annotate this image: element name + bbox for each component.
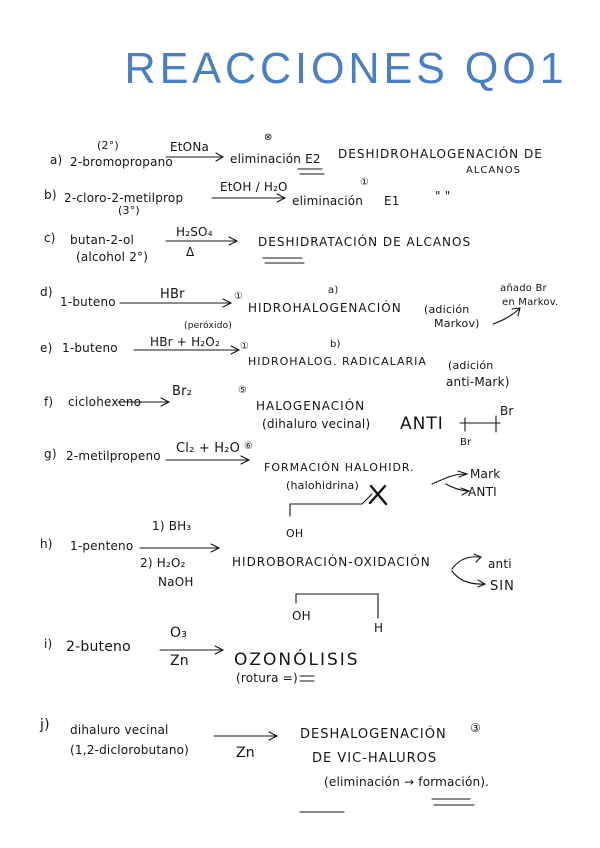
- reaction-e-reagent: HBr + H₂O₂: [150, 335, 220, 349]
- reaction-f-name: HALOGENACIÓN: [256, 399, 366, 413]
- reaction-j-result: (eliminación → formación).: [324, 775, 490, 789]
- reaction-g-letter: g): [44, 447, 57, 461]
- reaction-h-out-1: anti: [488, 557, 512, 571]
- reaction-g-reagent: Cl₂ + H₂O: [176, 441, 241, 456]
- reaction-i-reagent-top: O₃: [170, 625, 188, 641]
- reaction-g-mark: ⑥: [244, 441, 254, 452]
- reaction-e-note-1: (adición: [448, 359, 494, 372]
- reaction-h-reactant: 1-penteno: [70, 539, 134, 553]
- underline-c: [263, 258, 304, 263]
- reaction-d-note-1: (adición: [424, 303, 470, 316]
- reaction-e-reagent-note: (peróxido): [184, 321, 233, 331]
- reaction-e-reactant: 1-buteno: [62, 341, 118, 355]
- reaction-f-br-top: Br: [500, 404, 514, 418]
- reaction-h-name: HIDROBORACIÓN-OXIDACIÓN: [232, 555, 431, 569]
- reaction-d-mark: ①: [234, 291, 244, 302]
- reaction-c-reagent: H₂SO₄: [176, 225, 213, 239]
- reaction-e-sub: b): [330, 339, 341, 350]
- underline-j: [432, 799, 474, 805]
- equal-i: [300, 676, 314, 681]
- reaction-f-letter: f): [44, 395, 54, 409]
- reaction-a-name-2: ALCANOS: [466, 165, 521, 176]
- reaction-c-name: DESHIDRATACIÓN DE ALCANOS: [258, 235, 472, 249]
- reaction-h-out-2: SIN: [490, 579, 515, 594]
- reaction-g-struct-oh: OH: [286, 527, 304, 540]
- reaction-b-mechanism: eliminación: [292, 194, 364, 208]
- reaction-d-sub: a): [328, 285, 339, 296]
- reaction-d-reagent: HBr: [160, 287, 185, 302]
- struct-g: [290, 494, 372, 516]
- reaction-i-name: OZONÓLISIS: [234, 650, 360, 670]
- reaction-d-reactant: 1-buteno: [60, 295, 116, 309]
- reaction-c-reactant: butan-2-ol: [70, 233, 135, 247]
- reaction-h-struct-h: H: [374, 621, 384, 635]
- page-title: REACCIONES QO1: [124, 44, 568, 93]
- reaction-g-note: (halohidrina): [286, 479, 359, 492]
- reaction-e-note-2: anti-Mark): [446, 375, 510, 389]
- reaction-c-letter: c): [44, 231, 56, 245]
- reaction-f-tag: ANTI: [400, 414, 444, 434]
- reaction-g-reactant: 2-metilpropeno: [66, 449, 161, 463]
- reaction-j-mark: ③: [470, 721, 481, 735]
- arrows-g: [432, 471, 469, 495]
- reaction-d-side-2: en Markov.: [502, 297, 559, 308]
- reaction-h-reagent-1: 1) BH₃: [152, 519, 192, 533]
- reaction-a-mark: ⊗: [264, 132, 273, 143]
- reaction-j-name-2: DE VIC-HALUROS: [312, 751, 438, 766]
- arrow-side-d: [493, 308, 520, 324]
- reaction-i-reagent-bottom: Zn: [170, 653, 189, 669]
- arrow-b: [212, 194, 285, 202]
- reaction-g-out-2: ANTI: [468, 485, 497, 499]
- reaction-b-e1: E1: [384, 194, 400, 208]
- reaction-h-reagent-3: NaOH: [158, 575, 194, 589]
- reaction-b-letter: b): [44, 188, 57, 202]
- reaction-e-name: HIDROHALOG. RADICALARIA: [248, 355, 427, 368]
- reaction-e-letter: e): [40, 341, 53, 355]
- reaction-c-delta: Δ: [186, 245, 195, 259]
- arrow-g: [166, 456, 249, 464]
- reaction-g-out-1: Mark: [470, 467, 501, 481]
- reaction-f-reagent: Br₂: [172, 384, 193, 399]
- reaction-a-reactant: 2-bromopropano: [70, 155, 173, 169]
- reaction-b-reagent: EtOH / H₂O: [220, 180, 288, 194]
- reaction-i-letter: i): [44, 637, 53, 651]
- reaction-b-ditto: " ": [435, 189, 451, 203]
- reaction-d-note-2: Markov): [434, 317, 480, 330]
- reaction-d-letter: d): [40, 285, 53, 299]
- reaction-h-letter: h): [40, 537, 53, 551]
- arrows-h: [452, 554, 485, 587]
- reaction-f-reactant: ciclohexeno: [68, 395, 142, 409]
- reaction-j-letter: j): [40, 717, 50, 733]
- cross-g: [370, 486, 386, 504]
- reaction-f-note: (dihaluro vecinal): [262, 417, 371, 431]
- reaction-j-note: (1,2-diclorobutano): [70, 743, 190, 757]
- reaction-b-reactant: 2-cloro-2-metilprop: [64, 191, 184, 205]
- reaction-j-reactant: dihaluro vecinal: [70, 723, 169, 737]
- reaction-h-struct-oh: OH: [292, 609, 311, 623]
- reaction-c-note: (alcohol 2°): [76, 250, 149, 264]
- reaction-d-name: HIDROHALOGENACIÓN: [248, 301, 402, 315]
- reaction-f-mark: ⑤: [238, 385, 248, 396]
- reaction-j-name-1: DESHALOGENACIÓN: [300, 727, 447, 742]
- reaction-d-side-1: añado Br: [500, 283, 547, 294]
- reaction-a-mechanism: eliminación E2: [230, 152, 321, 166]
- reaction-a-name-1: DESHIDROHALOGENACIÓN DE: [338, 147, 543, 161]
- reaction-j-reagent: Zn: [236, 745, 255, 761]
- reaction-g-name: FORMACIÓN HALOHIDR.: [264, 461, 415, 474]
- arrow-a: [166, 153, 223, 161]
- reaction-a-note: (2°): [97, 139, 119, 152]
- reaction-b-mark: ①: [360, 177, 370, 188]
- reaction-e-mark: ①: [240, 341, 250, 352]
- reaction-a-letter: a): [50, 153, 63, 167]
- arrow-j: [214, 732, 277, 740]
- reaction-i-note: (rotura =): [236, 671, 298, 685]
- reaction-f-br-bottom: Br: [460, 437, 472, 448]
- reaction-i-reactant: 2-buteno: [66, 639, 131, 655]
- underline-a: [298, 169, 324, 174]
- reaction-h-reagent-2: 2) H₂O₂: [140, 556, 186, 570]
- reaction-b-note: (3°): [118, 204, 140, 217]
- arrow-h: [140, 544, 219, 552]
- struct-f: [460, 416, 500, 432]
- reaction-a-reagent: EtONa: [170, 140, 210, 154]
